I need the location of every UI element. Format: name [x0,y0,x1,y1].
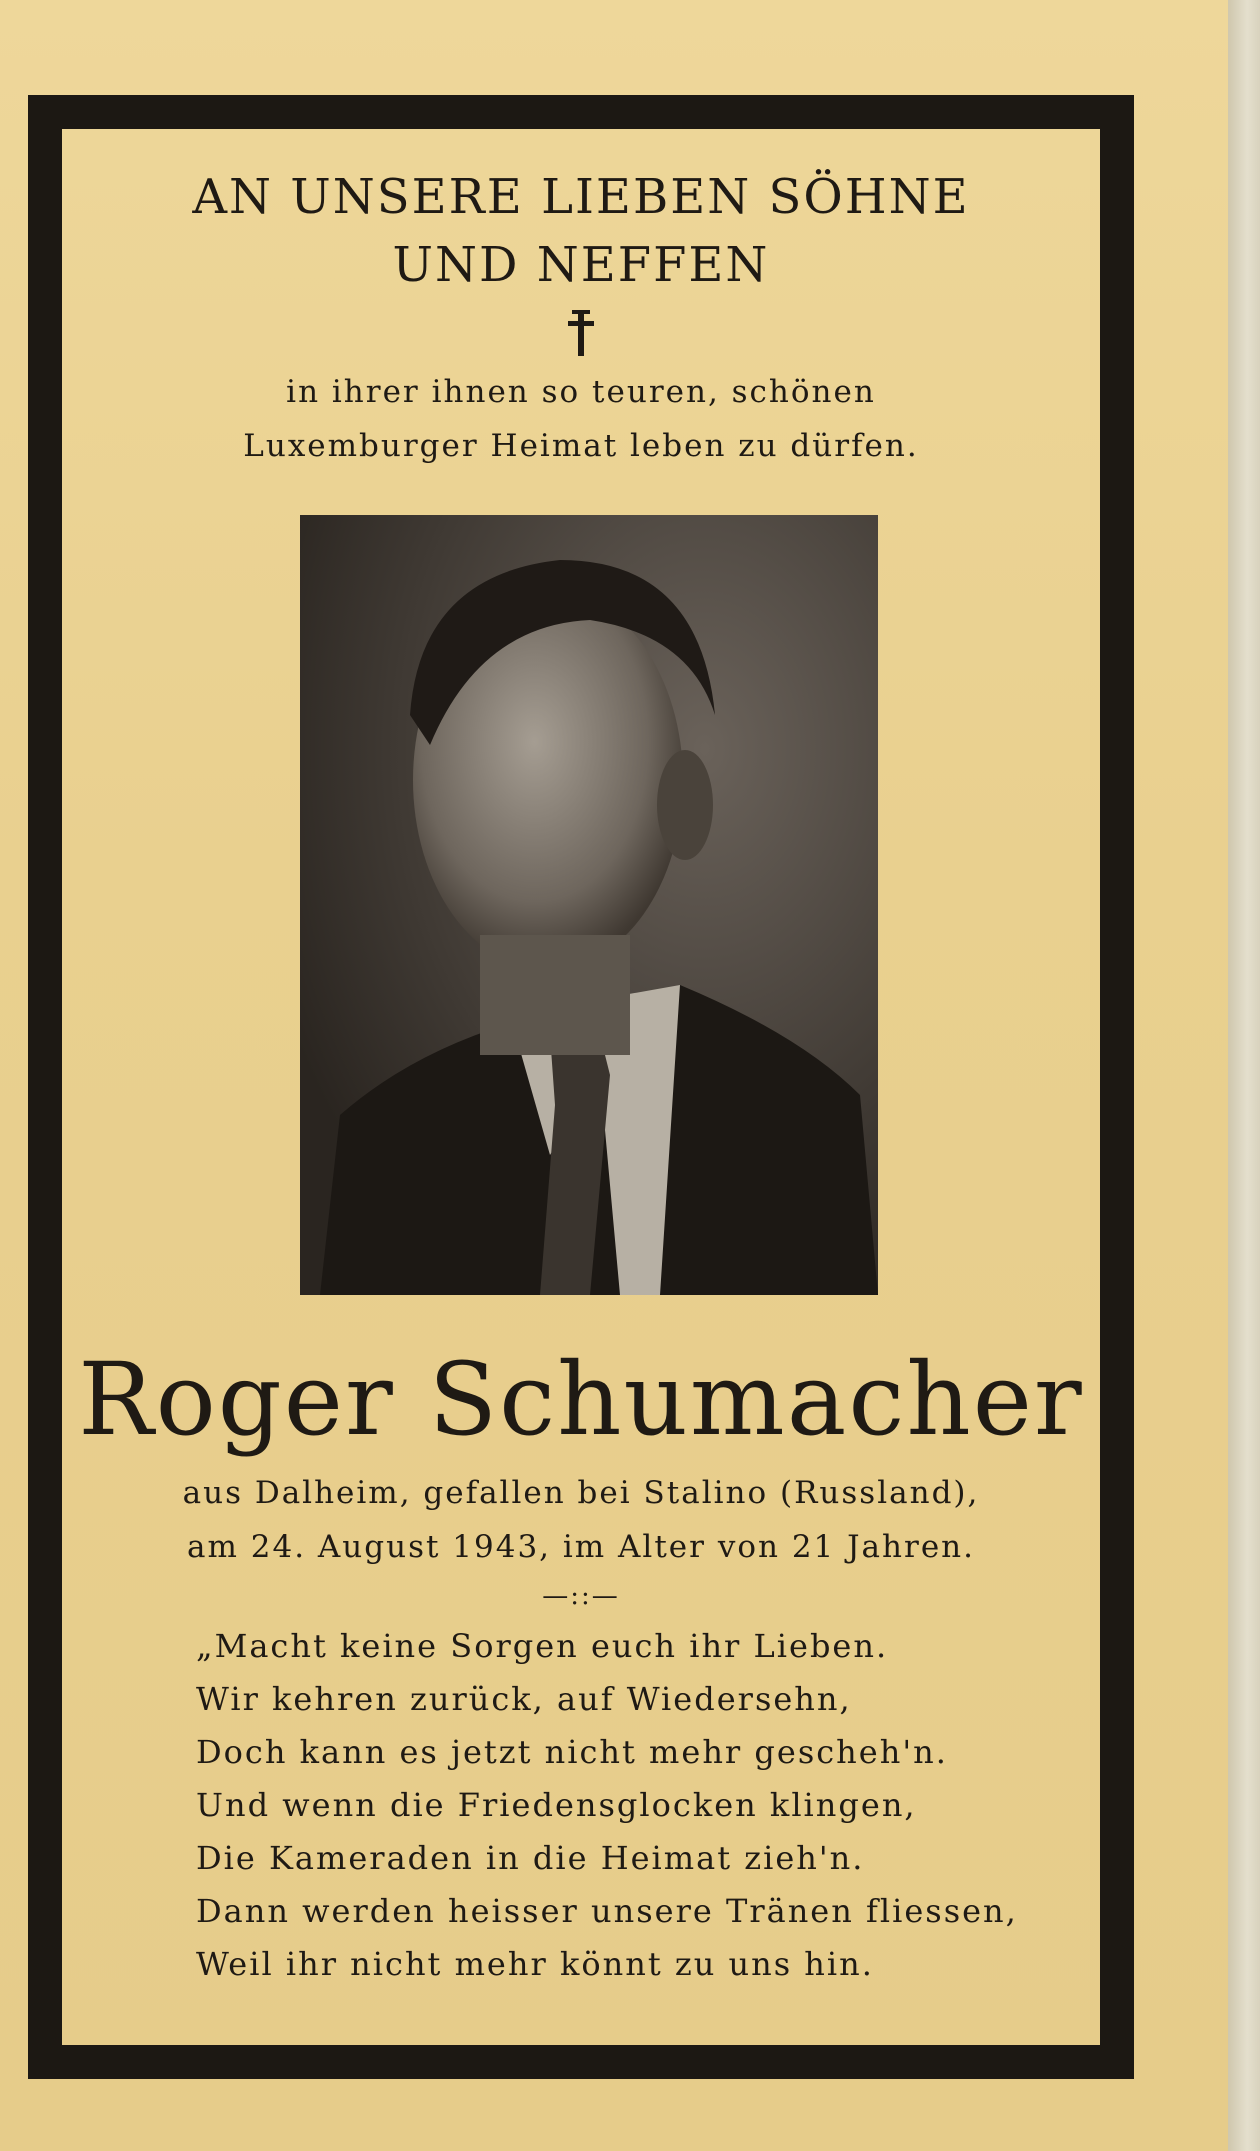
poem-line: „Macht keine Sorgen euch ihr Lieben. [196,1627,889,1665]
separator: —::— [542,1581,620,1611]
poem-line: Und wenn die Friedensglocken klingen, [196,1786,917,1824]
page-edge [1228,0,1260,2151]
cross-icon [28,310,1134,366]
portrait-photo-image [300,515,878,1295]
cross-icon-shape [566,310,596,356]
poem [196,1620,1016,1991]
poem-line: Dann werden heisser unsere Tränen fliessen, [196,1892,1018,1930]
portrait-photo [300,515,878,1295]
intro-text [28,365,1134,473]
deceased-name: Roger Schumacher [78,1341,1084,1458]
heading-line: UND NEFFEN [392,237,770,293]
poem-line: Doch kann es jetzt nicht mehr gescheh'n. [196,1733,948,1771]
heading [28,163,1134,299]
poem-line: Weil ihr nicht mehr könnt zu uns hin. [196,1945,874,1983]
poem-line: Die Kameraden in die Heimat zieh'n. [196,1839,865,1877]
death-details [28,1466,1134,1574]
details-line: aus Dalheim, gefallen bei Stalino (Russland), [182,1475,980,1511]
heading-line: AN UNSERE LIEBEN SÖHNE [192,169,970,225]
intro-line: Luxemburger Heimat leben zu dürfen. [243,428,919,464]
poem-line: Wir kehren zurück, auf Wiedersehn, [196,1680,852,1718]
intro-line: in ihrer ihnen so teuren, schönen [286,374,876,410]
details-line: am 24. August 1943, im Alter von 21 Jahren. [187,1529,975,1565]
